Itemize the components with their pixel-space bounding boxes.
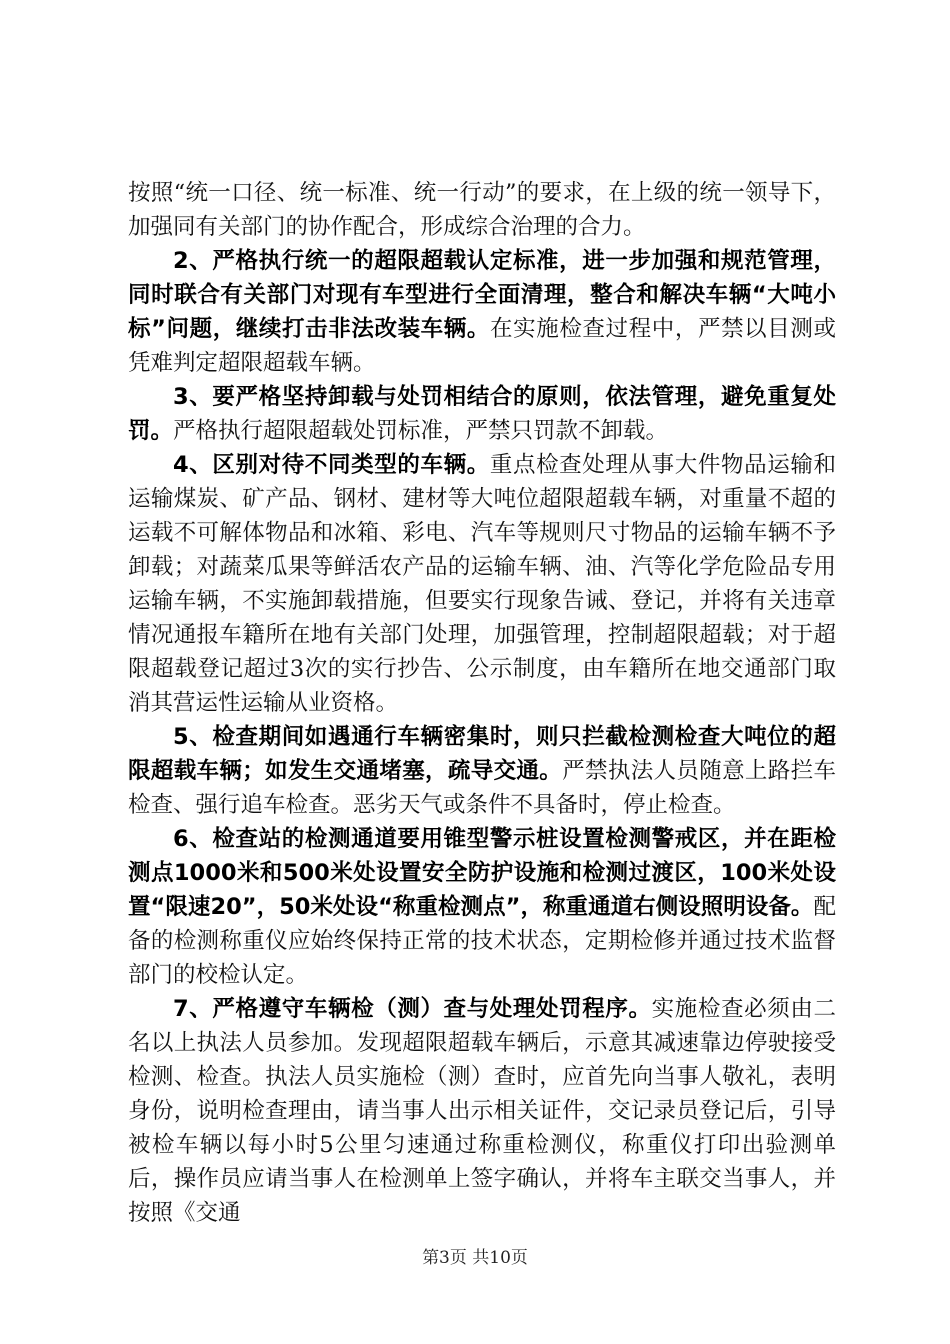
paragraph-text: 重点检查处理从事大件物品运输和运输煤炭、矿产品、钢材、建材等大吨位超限超载车辆，对重量不超的运载不可解体物品和冰箱、彩电、汽车等规则尺寸物品的运输车辆不予卸载；对蔬菜瓜果等鲜活农产品的运输车辆、油、汽等化学危险品专用运输车辆，不实施卸载措施，但要实行现象告诫、登记，并将有关违章情况通报车籍所在地有关部门处理，加强管理，控制超限超载；对于超限超载登记超过3次的实行抄告、公示制度，由车籍所在地交通部门取消其营运性运输从业资格。: [128, 452, 836, 716]
paragraph-6: [128, 822, 836, 992]
paragraph-1: [128, 176, 836, 244]
paragraph-7: [128, 992, 836, 1230]
document-body: [128, 176, 836, 1230]
paragraph-text: 严禁执法人员随意上路拦车检查、强行追车检查。恶劣天气或条件不具备时，停止检查。: [128, 758, 836, 818]
page-footer: [0, 1243, 950, 1268]
paragraph-lead: 2、严格执行统一的超限超载认定标准，进一步加强和规范管理，同时联合有关部门对现有车型进行全面清理，整合和解决车辆“大吨小标”问题，继续打击非法改装车辆。: [128, 248, 836, 342]
paragraph-5: [128, 720, 836, 822]
paragraph-lead: 4、区别对待不同类型的车辆。: [173, 452, 490, 478]
paragraph-lead: 7、严格遵守车辆检（测）查与处理处罚程序。: [173, 996, 652, 1022]
paragraph-lead: 6、检查站的检测通道要用锥型警示桩设置检测警戒区，并在距检测点1000米和500米处设置安全防护设施和检测过渡区，100米处设置“限速20”，50米处设“称重检测点”，称重通道右侧设照明设备。: [128, 826, 836, 920]
paragraph-lead: 3、要严格坚持卸载与处罚相结合的原则，依法管理，避免重复处罚。: [128, 384, 836, 444]
paragraph-4: [128, 448, 836, 720]
paragraph-3: [128, 380, 836, 448]
paragraph-text: 实施检查必须由二名以上执法人员参加。发现超限超载车辆后，示意其减速靠边停驶接受检测、检查。执法人员实施检（测）查时，应首先向当事人敬礼，表明身份，说明检查理由，请当事人出示相关证件，交记录员登记后，引导被检车辆以每小时5公里匀速通过称重检测仪，称重仪打印出验测单后，操作员应请当事人在检测单上签字确认，并将车主联交当事人，并按照《交通: [128, 996, 836, 1226]
page-number: 第3页 共10页: [422, 1248, 528, 1268]
paragraph-text: 按照“统一口径、统一标准、统一行动”的要求，在上级的统一领导下，加强同有关部门的协作配合，形成综合治理的合力。: [128, 180, 836, 240]
paragraph-text: 配备的检测称重仪应始终保持正常的技术状态，定期检修并通过技术监督部门的校检认定。: [128, 894, 836, 988]
paragraph-2: [128, 244, 836, 380]
paragraph-lead: 5、检查期间如遇通行车辆密集时，则只拦截检测检查大吨位的超限超载车辆；如发生交通堵塞，疏导交通。: [128, 724, 836, 784]
paragraph-text: 严格执行超限超载处罚标准，严禁只罚款不卸载。: [173, 418, 669, 444]
paragraph-text: 在实施检查过程中，严禁以目测或凭难判定超限超载车辆。: [128, 316, 836, 376]
